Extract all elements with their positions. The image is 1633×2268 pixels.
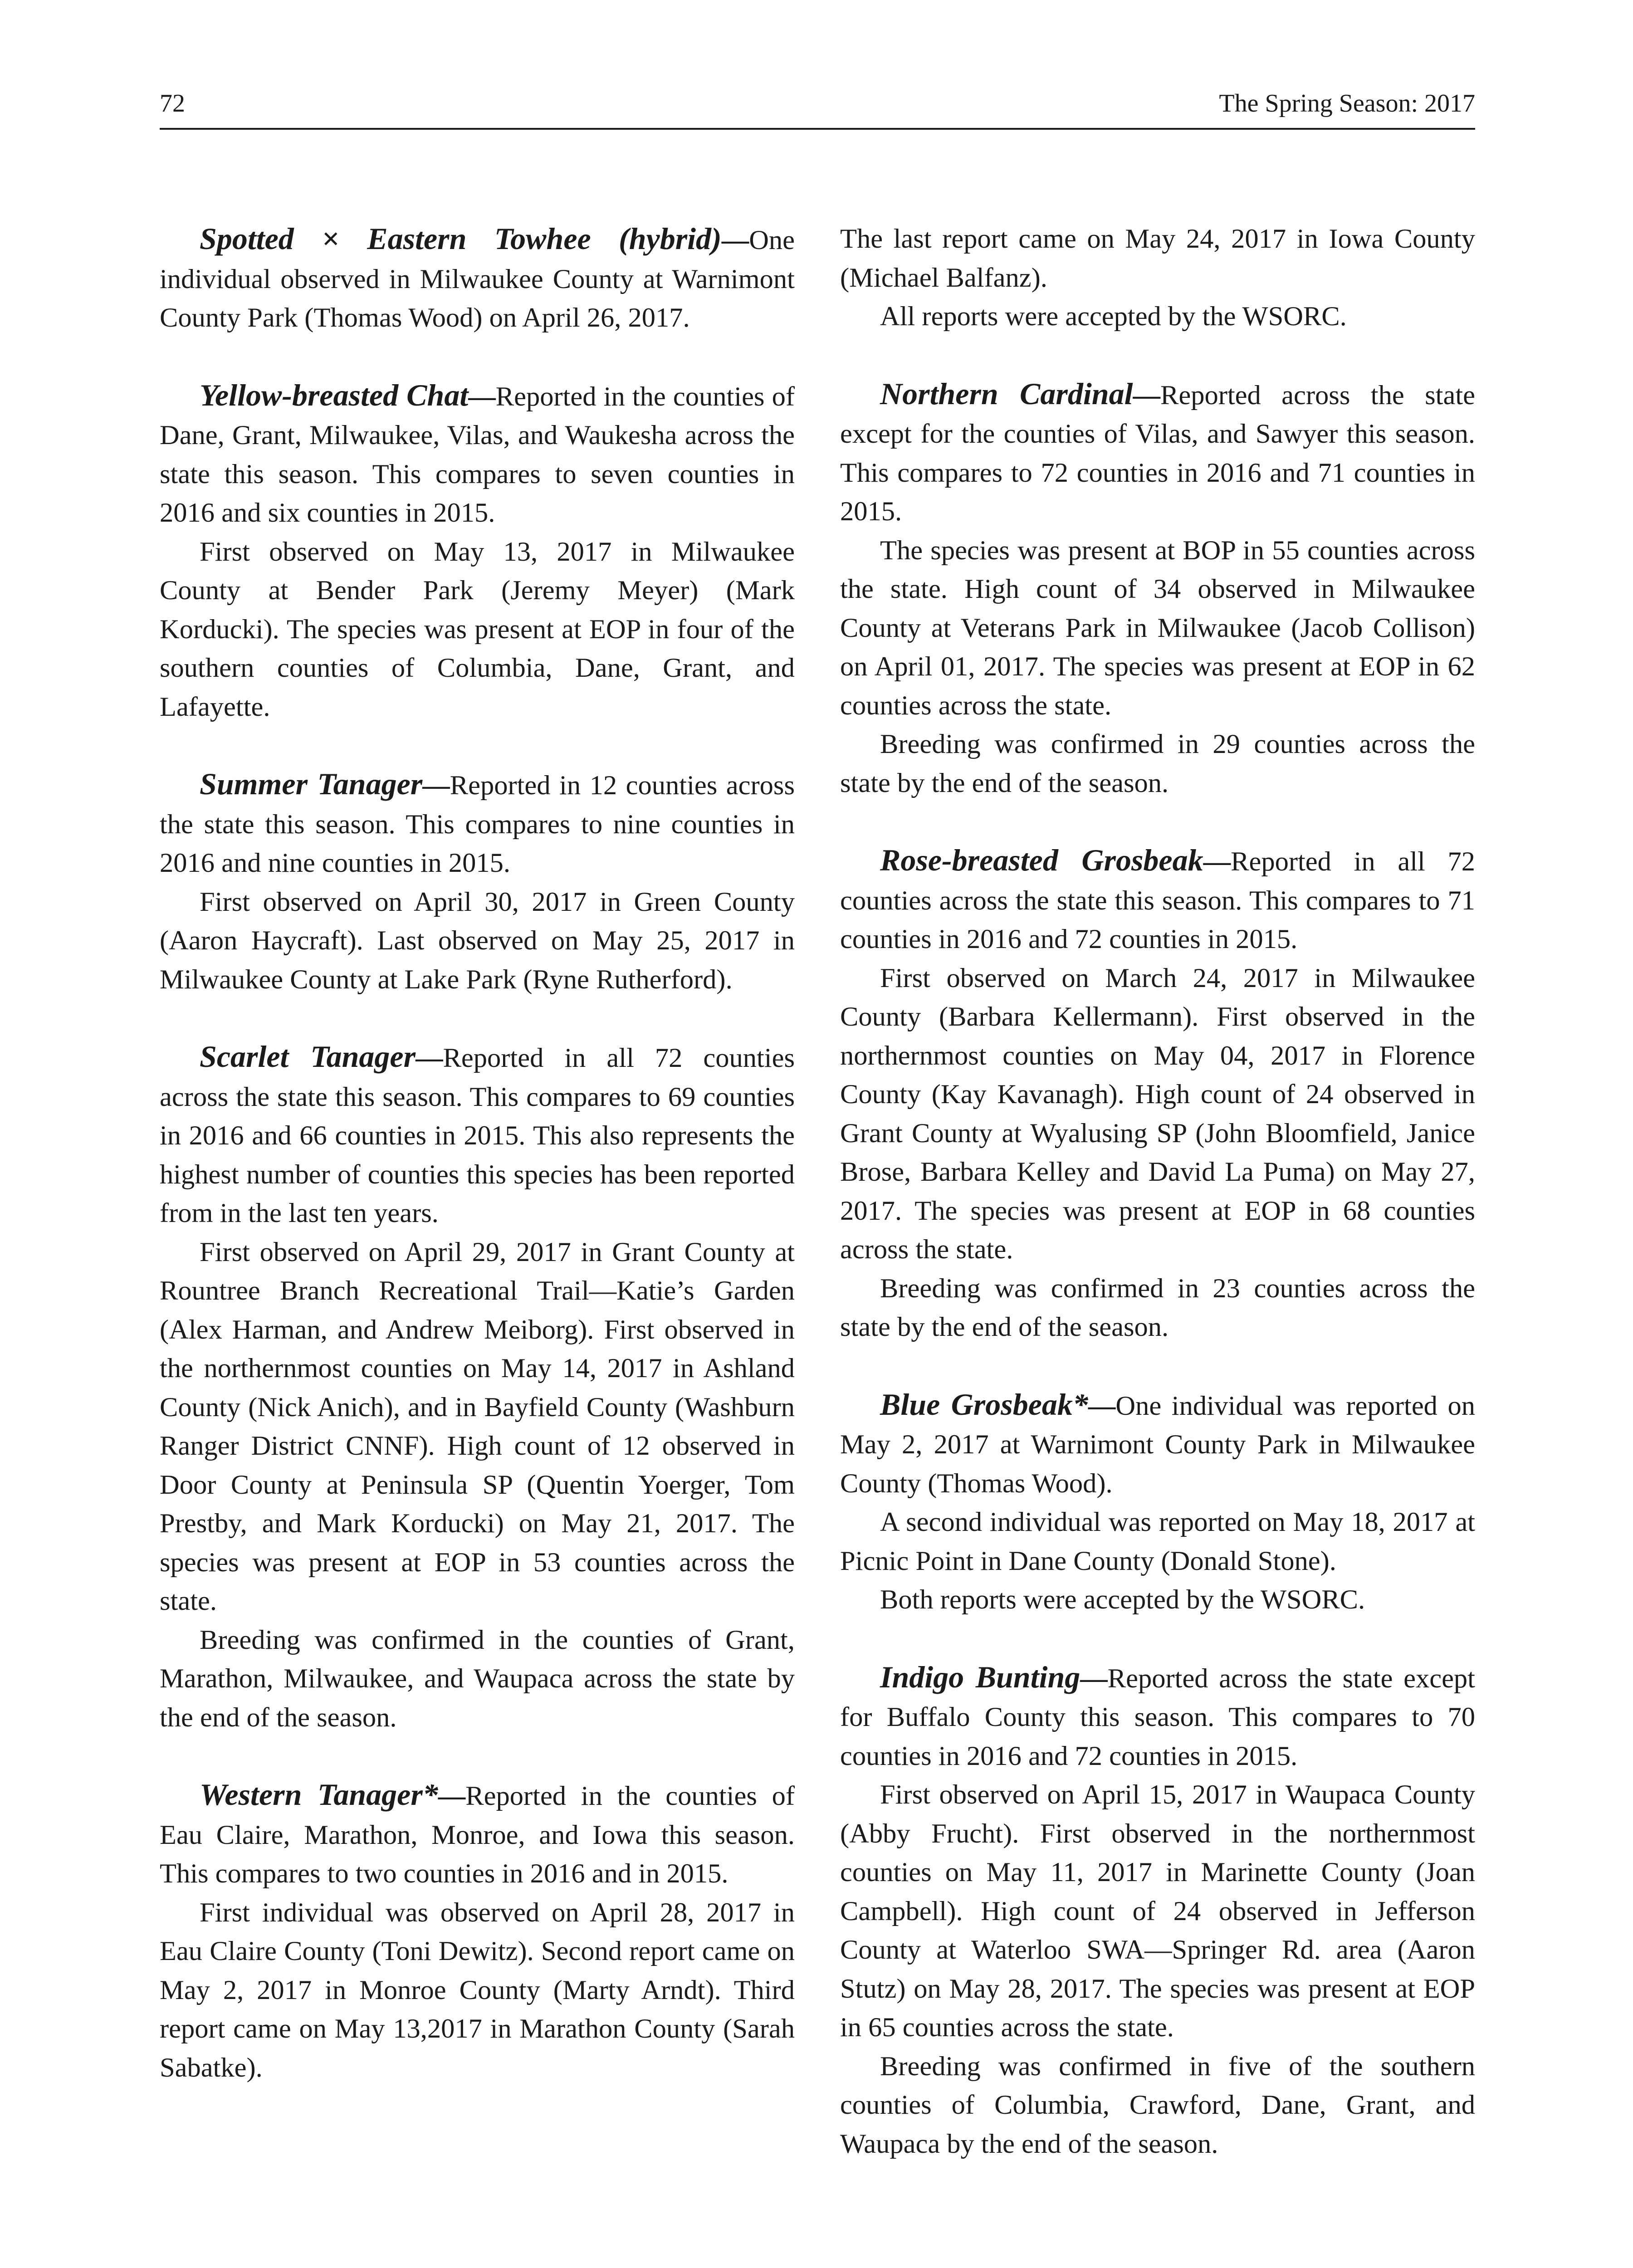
entry-text: Reported across the state except for Buffalo County this season. This compares to 70 counties in 2016 and 72 counties in 2015. — [840, 1663, 1475, 1771]
species-name: Scarlet Tanager — [200, 1039, 416, 1074]
entry-text: Reported in 12 counties across the state this season. This compares to nine counties in 2016 and nine counties in 2015. — [160, 770, 795, 878]
species-name: Northern Cardinal — [880, 376, 1133, 411]
entry-text: Reported in all 72 counties across the state this season. This compares to 69 counties in 2016 and 66 counties in 2015. This also represents the highest number of counties this species has been reported from in the last ten years. — [160, 1043, 795, 1228]
entry-paragraph: Both reports were accepted by the WSORC. — [880, 1584, 1365, 1615]
species-entry-summer-tanager — [160, 765, 795, 999]
entry-paragraph: Scarlet Tanager—Reported in all 72 counties across the state this season. This compares to 69 counties in 2016 and 66 counties in 2015. This also represents the highest number of counties this species has been reported from in the last ten years. — [160, 1039, 795, 1228]
species-name: Western Tanager* — [200, 1777, 438, 1812]
species-name: Rose-breasted Grosbeak — [880, 843, 1203, 877]
entry-paragraph: First observed on May 13, 2017 in Milwaukee County at Bender Park (Jeremy Meyer) (Mark Korducki). The species was present at EOP in four of the southern counties of Columbia, Dane, Grant, and Lafayette. — [160, 536, 795, 722]
species-entry-northern-cardinal — [840, 375, 1475, 803]
running-title: The Spring Season: 2017 — [1219, 89, 1475, 117]
entry-paragraph: First observed on March 24, 2017 in Milwaukee County (Barbara Kellermann). First observed in the northernmost counties on May 04, 2017 in Florence County (Kay Kavanagh). High count of 24 observed in Grant County at Wyalusing SP (John Bloomfield, Janice Brose, Barbara Kelley and David La Puma) on May 27, 2017. The species was present at EOP in 68 counties across the state. — [840, 963, 1475, 1265]
entry-paragraph: The species was present at BOP in 55 counties across the state. High count of 34 observed in Milwaukee County at Veterans Park in Milwaukee (Jacob Collison) on April 01, 2017. The species was present at EOP in 62 counties across the state. — [840, 535, 1475, 721]
entry-text: Reported in the counties of Eau Claire, Marathon, Monroe, and Iowa this season. This compares to two counties in 2016 and in 2015. — [160, 1781, 795, 1889]
page-number: 72 — [160, 89, 185, 117]
entry-paragraph: Summer Tanager—Reported in 12 counties across the state this season. This compares to nine counties in 2016 and nine counties in 2015. — [160, 767, 795, 878]
right-column — [840, 220, 1475, 2202]
entry-text: One individual was reported on May 2, 2017 at Warnimont County Park in Milwaukee County (Thomas Wood). — [840, 1390, 1476, 1499]
entry-paragraph: Yellow-breasted Chat—Reported in the counties of Dane, Grant, Milwaukee, Vilas, and Waukesha across the state this season. This compares to seven counties in 2016 and six counties in 2015. — [160, 377, 795, 528]
species-entry-western-tanager-continued — [840, 220, 1475, 336]
entry-paragraph: First observed on April 29, 2017 in Grant County at Rountree Branch Recreational Trail—Katie’s Garden (Alex Harman, and Andrew Meiborg). First observed in the northernmost counties on May 14, 2017 in Ashland County (Nick Anich), and in Bayfield County (Washburn Ranger District CNNF). High count of 12 observed in Door County at Peninsula SP (Quentin Yoerger, Tom Prestby, and Mark Korducki) on May 21, 2017. The species was present at EOP in 53 counties across the state. — [160, 1237, 795, 1616]
running-head — [160, 85, 1475, 122]
species-name: Yellow-breasted Chat — [200, 377, 469, 412]
entry-paragraph: Rose-breasted Grosbeak—Reported in all 72 counties across the state this season. This compares to 71 counties in 2016 and 72 counties in 2015. — [840, 843, 1476, 954]
species-entry-rose-breasted-grosbeak — [840, 841, 1475, 1347]
entry-paragraph: Spotted × Eastern Towhee (hybrid)—One individual observed in Milwaukee County at Warnimont County Park (Thomas Wood) on April 26, 2017. — [160, 221, 795, 333]
species-name: Blue Grosbeak* — [880, 1387, 1088, 1422]
species-entry-yellow-breasted-chat — [160, 376, 795, 727]
entry-paragraph: Breeding was confirmed in five of the southern counties of Columbia, Crawford, Dane, Grant, and Waupaca by the end of the season. — [840, 2051, 1475, 2159]
entry-text: Reported in all 72 counties across the state this season. This compares to 71 counties in 2016 and 72 counties in 2015. — [840, 846, 1476, 954]
entry-paragraph: Indigo Bunting—Reported across the state except for Buffalo County this season. This compares to 70 counties in 2016 and 72 counties in 2015. — [840, 1659, 1475, 1771]
entry-paragraph: Northern Cardinal—Reported across the state except for the counties of Vilas, and Sawyer this season. This compares to 72 counties in 2016 and 71 counties in 2015. — [840, 376, 1476, 527]
species-entry-blue-grosbeak — [840, 1385, 1475, 1619]
species-entry-western-tanager — [160, 1775, 795, 2087]
species-entry-scarlet-tanager — [160, 1037, 795, 1737]
entry-text: Reported across the state except for the counties of Vilas, and Sawyer this season. This compares to 72 counties in 2016 and 71 counties in 2015. — [840, 380, 1476, 527]
species-name: Spotted × Eastern Towhee (hybrid) — [200, 221, 722, 256]
entry-paragraph: Western Tanager*—Reported in the counties of Eau Claire, Marathon, Monroe, and Iowa this season. This compares to two counties in 2016 and in 2015. — [160, 1777, 795, 1889]
species-name: Summer Tanager — [200, 767, 423, 801]
species-name: Indigo Bunting — [880, 1659, 1081, 1694]
entry-paragraph: Breeding was confirmed in 29 counties across the state by the end of the season. — [840, 729, 1475, 798]
entry-paragraph-continued: The last report came on May 24, 2017 in Iowa County (Michael Balfanz). — [840, 224, 1475, 293]
entry-paragraph: First individual was observed on April 28, 2017 in Eau Claire County (Toni Dewitz). Second report came on May 2, 2017 in Monroe County (Marty Arndt). Third report came on May 13,2017 in Marathon County (Sarah Sabatke). — [160, 1897, 795, 2083]
entry-paragraph: A second individual was reported on May 18, 2017 at Picnic Point in Dane County (Donald Stone). — [840, 1507, 1475, 1576]
entry-paragraph: Blue Grosbeak*—One individual was reported on May 2, 2017 at Warnimont County Park in Milwaukee County (Thomas Wood). — [840, 1387, 1476, 1499]
species-entry-spotted-eastern-towhee — [160, 220, 795, 337]
species-entry-indigo-bunting — [840, 1658, 1475, 2164]
entry-paragraph: Breeding was confirmed in 23 counties across the state by the end of the season. — [840, 1273, 1475, 1342]
entry-paragraph: First observed on April 30, 2017 in Green County (Aaron Haycraft). Last observed on May 25, 2017 in Milwaukee County at Lake Park (Ryne Rutherford). — [160, 886, 795, 995]
entry-paragraph: Breeding was confirmed in the counties of Grant, Marathon, Milwaukee, and Waupaca across the state by the end of the season. — [160, 1624, 795, 1733]
entry-paragraph: First observed on April 15, 2017 in Waupaca County (Abby Frucht). First observed in the northernmost counties on May 11, 2017 in Marinette County (Joan Campbell). High count of 24 observed in Jefferson County at Waterloo SWA—Springer Rd. area (Aaron Stutz) on May 28, 2017. The species was present at EOP in 65 counties across the state. — [840, 1779, 1475, 2043]
left-column — [160, 220, 795, 2126]
entry-text: Reported in the counties of Dane, Grant, Milwaukee, Vilas, and Waukesha across the state this season. This compares to seven counties in 2016 and six counties in 2015. — [160, 381, 795, 528]
entry-paragraph: All reports were accepted by the WSORC. — [880, 301, 1347, 332]
header-rule — [160, 128, 1475, 130]
entry-text: One individual observed in Milwaukee County at Warnimont County Park (Thomas Wood) on April 26, 2017. — [160, 225, 795, 333]
